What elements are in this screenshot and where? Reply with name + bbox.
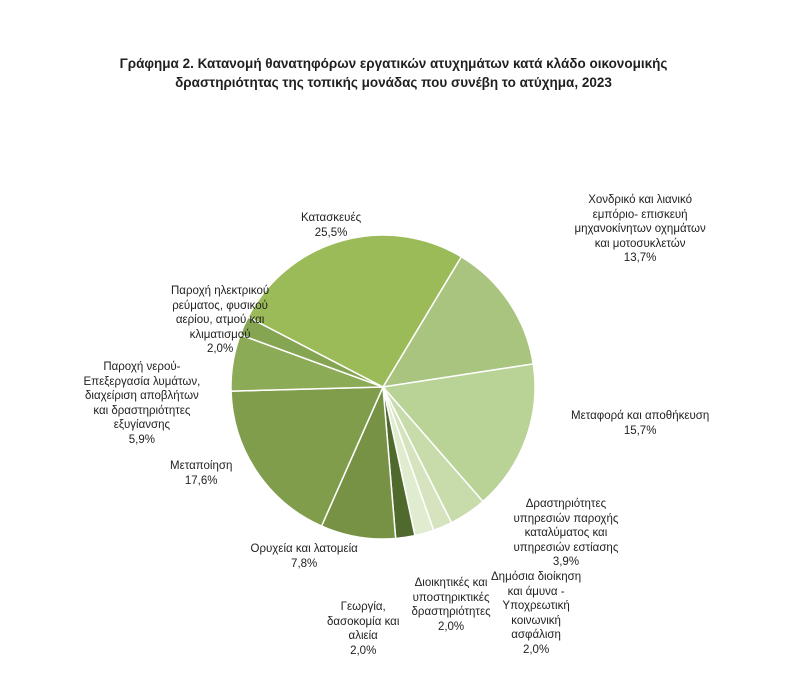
chart-title-line-1: Γράφημα 2. Κατανομή θανατηφόρων εργατικών ατυχημάτων κατά κλάδο οικονομικής	[119, 56, 668, 71]
slice-label-text: υποστηρικτικές	[412, 591, 490, 604]
slice-label-text: Δραστηριότητες	[525, 498, 607, 510]
slice-label-7	[251, 542, 358, 571]
slice-label-text: κλιματισμού	[189, 328, 251, 341]
slice-label-text: ρεύματος, φυσικού	[172, 299, 268, 312]
slice-percent: 2,0%	[350, 644, 377, 657]
slice-percent: 2,0%	[437, 620, 465, 633]
slice-label-text: και άμυνα -	[507, 585, 565, 598]
slice-label-text: Χονδρικό και λιανικό	[588, 194, 692, 206]
slice-label-3	[514, 497, 619, 570]
slice-label-11	[301, 211, 361, 240]
slice-label-text: Γεωργία,	[340, 601, 386, 613]
slice-label-text: αερίου, ατμού και	[175, 314, 265, 326]
slice-label-text: Δημόσια διοίκηση	[491, 571, 582, 583]
chart-title-line-2: δραστηριότητας της τοπικής μονάδας που συνέβη το ατύχημα, 2023	[175, 75, 612, 90]
slice-label-text: καταλύματος και	[524, 527, 608, 539]
slice-label-text: και μοτοσυκλετών	[594, 237, 686, 250]
slice-label-text: Παροχή ηλεκτρικού	[171, 285, 270, 297]
slice-label-10	[171, 284, 269, 357]
slice-label-5	[412, 576, 491, 634]
slice-label-9	[84, 360, 201, 447]
slice-label-text: διαχείριση αποβλήτων	[85, 390, 199, 402]
slice-percent: 17,6%	[184, 474, 218, 487]
slice-percent: 13,7%	[623, 252, 657, 264]
slice-label-text: Επεξεργασία λυμάτων,	[83, 375, 201, 388]
slice-label-text: εξυγίανσης	[113, 419, 171, 431]
slice-percent: 15,7%	[623, 424, 657, 437]
slice-label-text: υπηρεσιών παροχής	[513, 512, 619, 525]
slice-percent: 3,9%	[552, 556, 580, 568]
slice-label-text: δασοκομία και	[327, 615, 400, 628]
slice-percent: 7,8%	[291, 557, 318, 570]
slice-label-text: υπηρεσιών εστίασης	[513, 541, 619, 554]
slice-label-text: δραστηριότητες	[411, 606, 491, 618]
slice-label-text: μηχανοκίνητων οχημάτων	[574, 223, 706, 235]
slice-label-text: Διοικητικές και	[414, 577, 488, 589]
slice-label-text: ασφάλιση	[511, 629, 561, 641]
slice-label-text: και δραστηριότητες	[93, 404, 191, 417]
slice-label-text: Κατασκευές	[301, 212, 362, 224]
slice-label-text: Υποχρεωτική	[502, 600, 570, 612]
slice-percent: 2,0%	[522, 643, 550, 656]
slice-label-1	[575, 193, 706, 266]
slice-label-6	[327, 600, 399, 658]
slice-percent: 25,5%	[314, 226, 348, 239]
slice-label-text: εμπόριο- επισκευή	[592, 208, 688, 221]
slice-label-2	[571, 409, 709, 438]
slice-percent: 2,0%	[206, 343, 234, 355]
slice-label-text: Ορυχεία και λατομεία	[250, 543, 358, 555]
slice-label-text: κοινωνική	[511, 614, 561, 627]
slice-label-text: αλιεία	[348, 630, 378, 642]
slice-percent: 5,9%	[128, 433, 155, 446]
slice-label-4	[491, 570, 581, 657]
slice-label-text: Μεταποίηση	[170, 460, 233, 472]
slice-label-8	[170, 459, 232, 488]
slice-label-text: Παροχή νερού-	[103, 361, 181, 373]
slice-label-text: Μεταφορά και αποθήκευση	[571, 410, 710, 422]
